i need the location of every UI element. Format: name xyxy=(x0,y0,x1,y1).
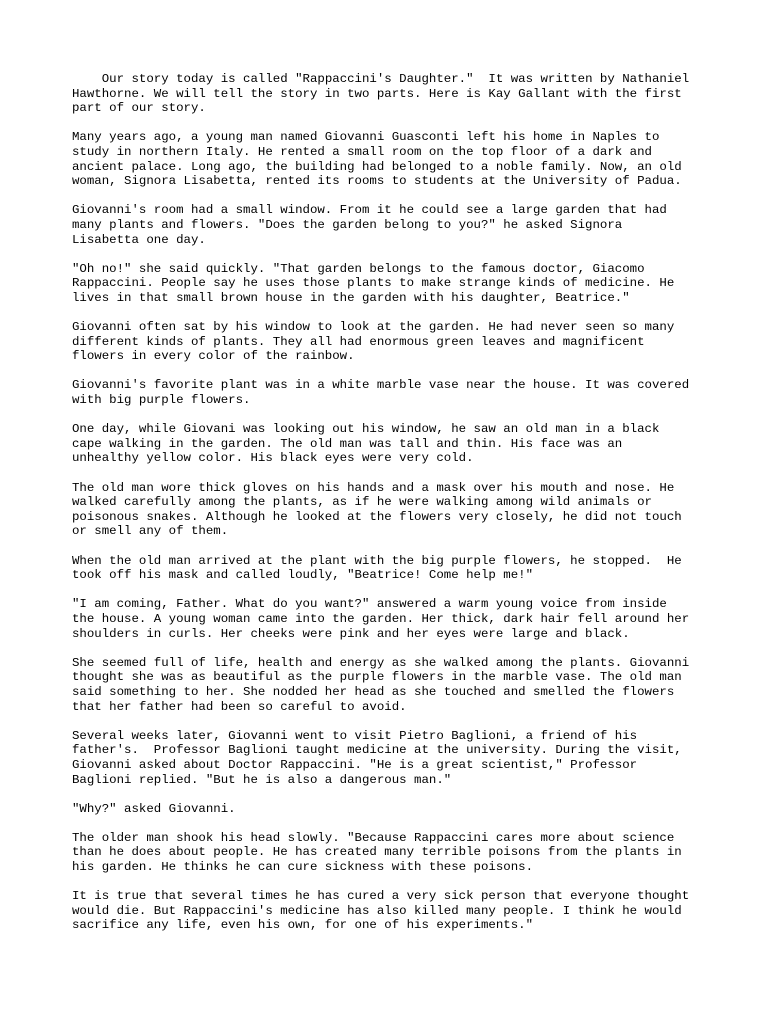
paragraph-favorite-plant: Giovanni's favorite plant was in a white marble vase near the house. It was covered with big purple flowers. xyxy=(72,378,690,408)
paragraph-beatrice-appears: "I am coming, Father. What do you want?" answered a warm young voice from inside the house. A young woman came into the garden. Her thick, dark hair fell around her shoulders in curls. Her cheeks were pink and her eyes were large and black. xyxy=(72,597,690,641)
paragraph-calls-beatrice: When the old man arrived at the plant with the big purple flowers, he stopped. He took off his mask and called loudly, "Beatrice! Come help me!" xyxy=(72,553,682,583)
document-page xyxy=(72,72,712,933)
paragraph-poisons: The older man shook his head slowly. "Because Rappaccini cares more about science than he does about people. He has created many terrible poisons from the plants in his garden. He thinks he can cure sickness with these poisons. xyxy=(72,830,682,875)
paragraph-giovanni-arrival: Many years ago, a young man named Giovanni Guasconti left his home in Naples to study in northern Italy. He rented a small room on the top floor of a dark and ancient palace. Long ago, the building had belonged to a noble family. Now, an old woman, Signora Lisabetta, rented its rooms to students at the University of Padua. xyxy=(72,130,682,189)
paragraph-intro: Our story today is called "Rappaccini's Daughter." It was written by Nathaniel Hawthorne. We will tell the story in two parts. Here is Kay Gallant with the first part of our story. xyxy=(72,72,690,116)
paragraph-lisabetta-reply: "Oh no!" she said quickly. "That garden belongs to the famous doctor, Giacomo Rappaccini. People say he uses those plants to make strange kinds of medicine. He lives in that small brown house in the garden with his daughter, Beatrice." xyxy=(72,261,675,305)
paragraph-baglioni-visit: Several weeks later, Giovanni went to visit Pietro Baglioni, a friend of his father's. Professor Baglioni taught medicine at the university. During the visit, Giovanni asked about Doctor Rappaccini. "He is a great scientist," Professor Baglioni replied. "But he is also a dangerous man." xyxy=(72,728,682,787)
paragraph-beatrice-garden: She seemed full of life, health and energy as she walked among the plants. Giovanni thought she was as beautiful as the purple flowers in the marble vase. The old man said something to her. She nodded her head as she touched and smelled the flowers that her father had been so careful to avoid. xyxy=(72,655,690,714)
paragraph-garden-view: Giovanni often sat by his window to look at the garden. He had never seen so many different kinds of plants. They all had enormous green leaves and magnificent flowers in every color of the rainbow. xyxy=(72,320,675,364)
paragraph-window: Giovanni's room had a small window. From it he could see a large garden that had many plants and flowers. "Does the garden belong to you?" he asked Signora Lisabetta one day. xyxy=(72,203,667,247)
paragraph-experiments: It is true that several times he has cured a very sick person that everyone thought would die. But Rappaccini's medicine has also killed many people. I think he would sacrifice any life, even his own, for one of his experiments." xyxy=(72,889,690,933)
paragraph-old-man: One day, while Giovani was looking out his window, he saw an old man in a black cape walking in the garden. The old man was tall and thin. His face was an unhealthy yellow color. His black eyes were very cold. xyxy=(72,422,660,466)
paragraph-gloves-mask: The old man wore thick gloves on his hands and a mask over his mouth and nose. He walked carefully among the plants, as if he were walking among wild animals or poisonous snakes. Although he looked at the flowers very closely, he did not touch or smell any of them. xyxy=(72,480,682,539)
paragraph-why: "Why?" asked Giovanni. xyxy=(72,801,236,816)
